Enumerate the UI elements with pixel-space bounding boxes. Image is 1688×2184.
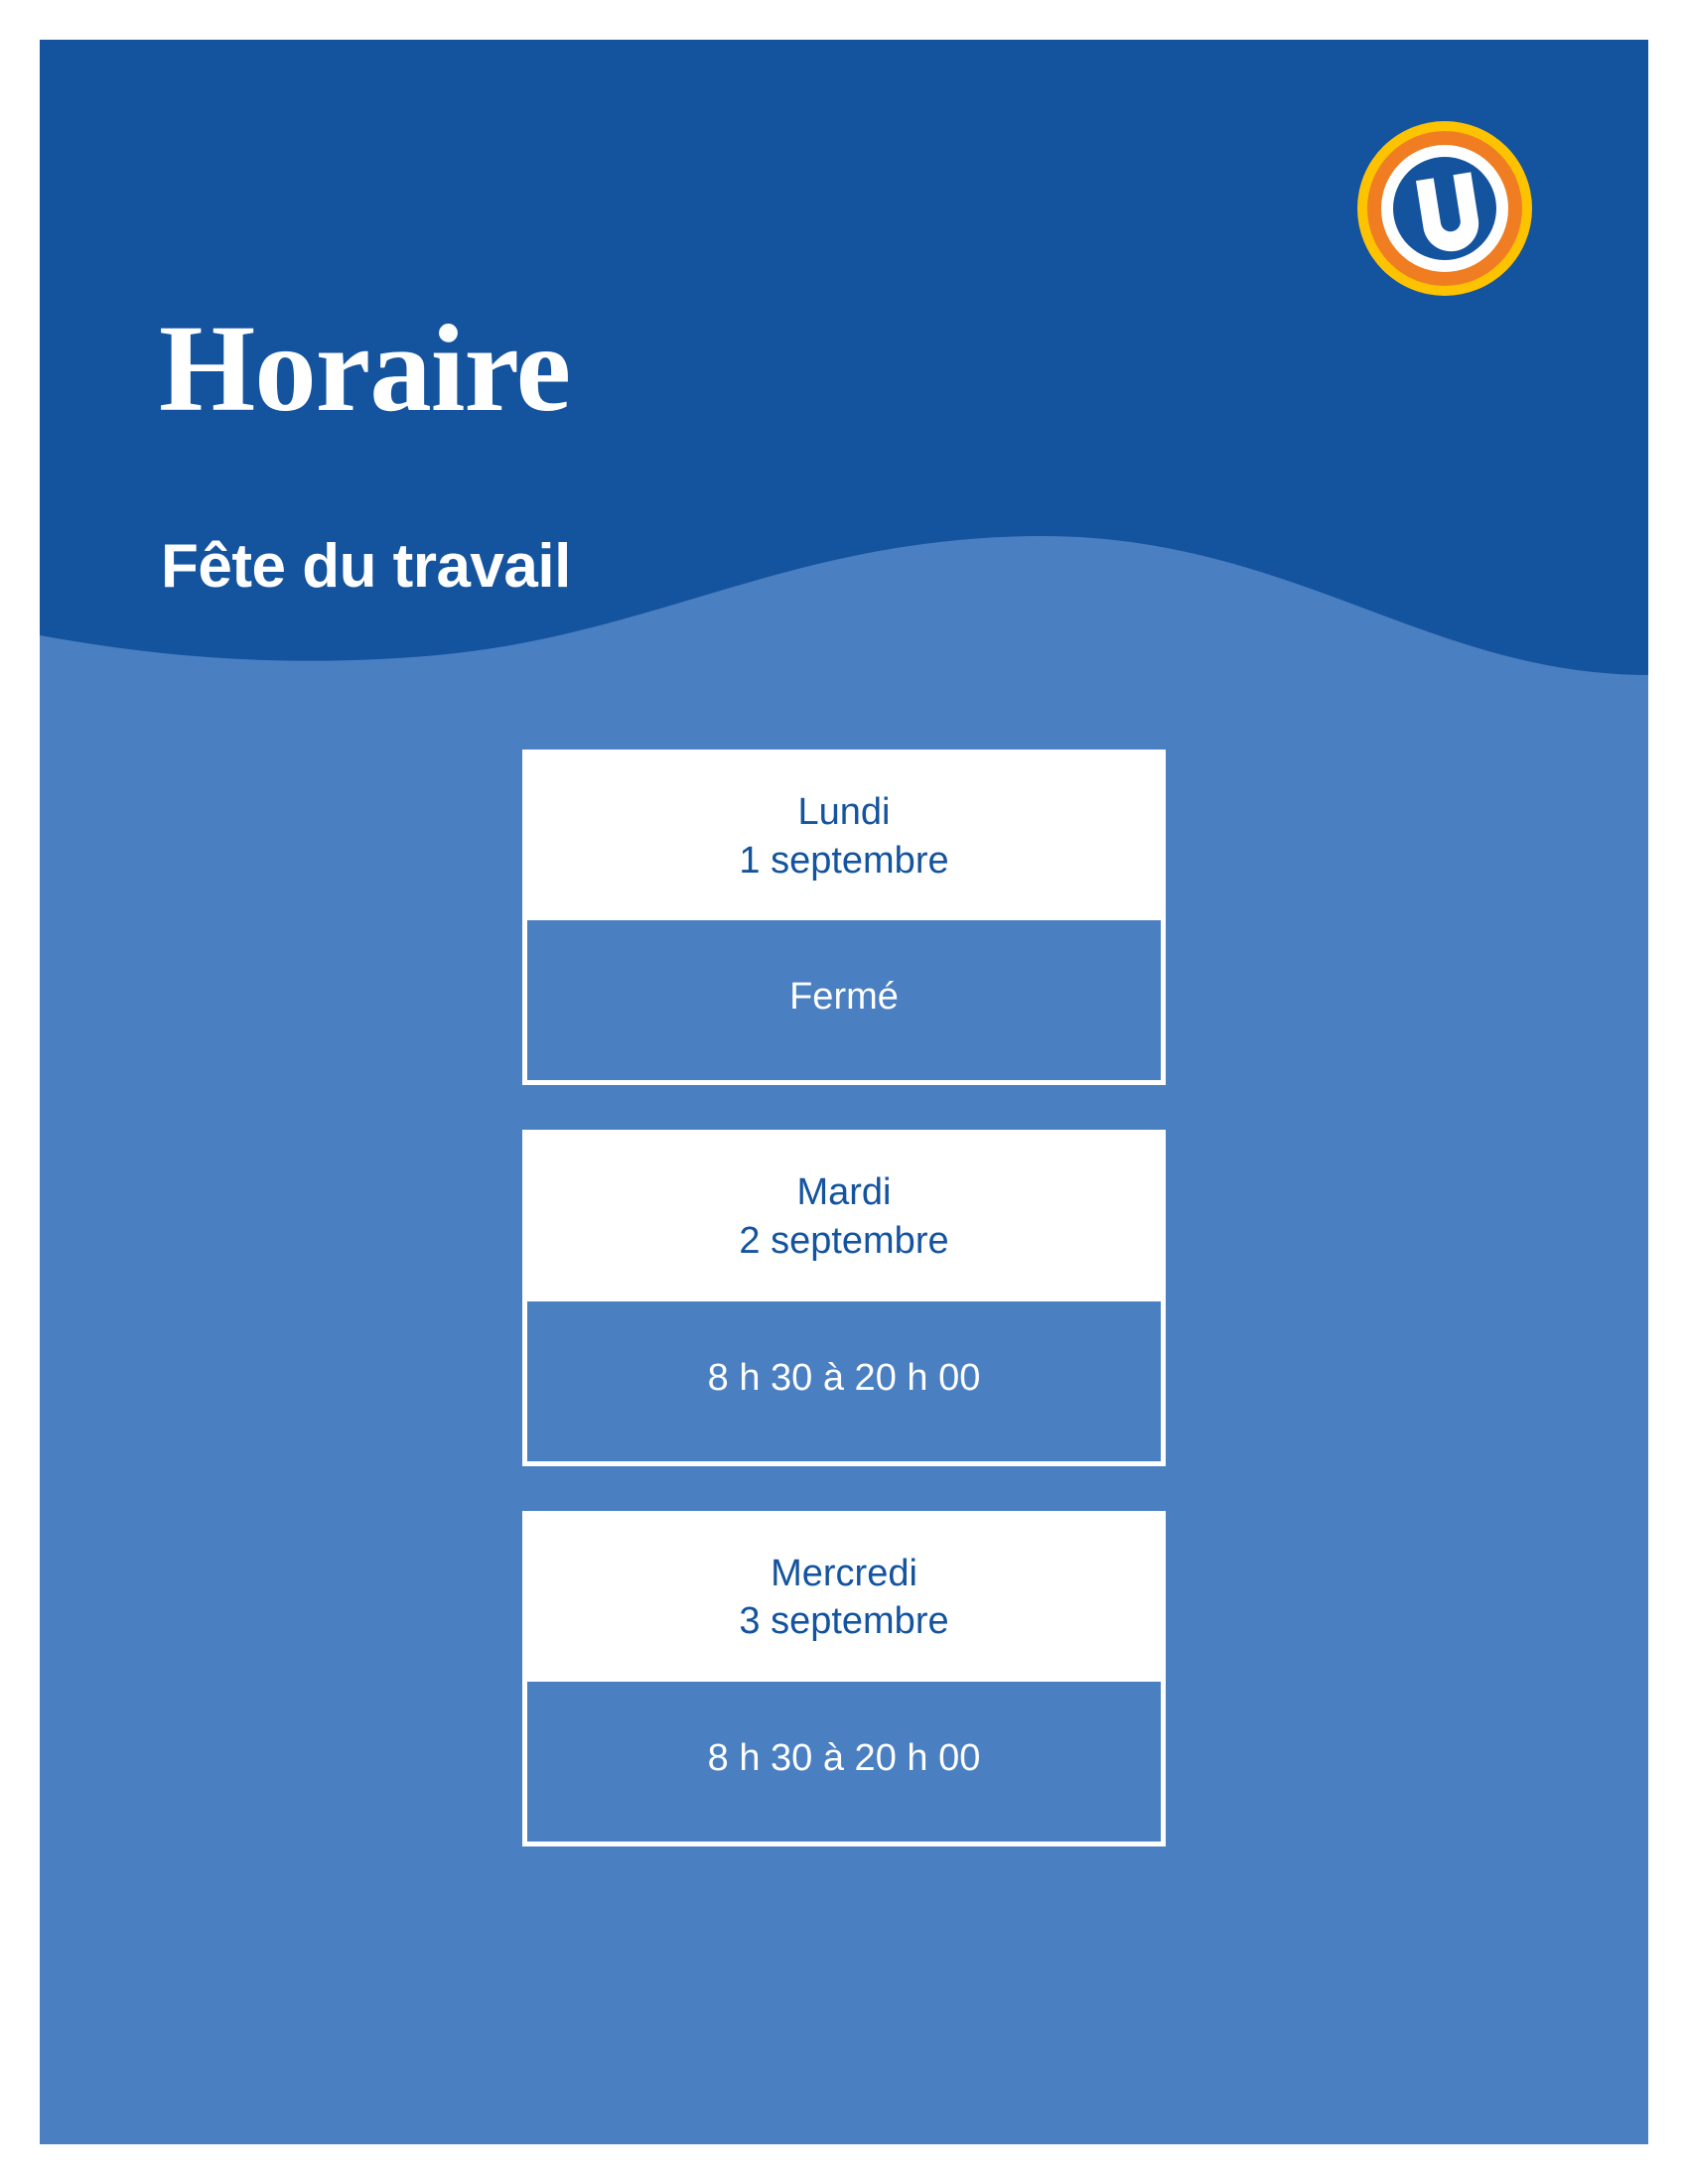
schedule-day-date: 2 septembre [739,1219,949,1262]
schedule-day-hours: Fermé [522,920,1166,1085]
schedule-day-name: Lundi [797,791,891,833]
schedule-poster [40,40,1648,2144]
schedule-day-date: 1 septembre [739,839,949,882]
schedule-card-dayblock [527,1135,1161,1300]
page-title: Horaire [159,301,571,438]
schedule-card [522,1130,1166,1465]
schedule-day-name: Mardi [796,1171,892,1214]
schedule-card-dayblock [527,754,1161,920]
schedule-card-dayblock [527,1516,1161,1682]
schedule-day-name: Mercredi [771,1552,917,1594]
page-subtitle: Fête du travail [161,532,571,601]
schedule-list [40,750,1648,1891]
university-logo [1355,119,1534,298]
schedule-day-hours: 8 h 30 à 20 h 00 [522,1682,1166,1846]
schedule-card [522,750,1166,1085]
schedule-day-date: 3 septembre [739,1600,949,1643]
schedule-card [522,1511,1166,1846]
schedule-day-hours: 8 h 30 à 20 h 00 [522,1301,1166,1466]
logo-icon [1355,119,1534,298]
